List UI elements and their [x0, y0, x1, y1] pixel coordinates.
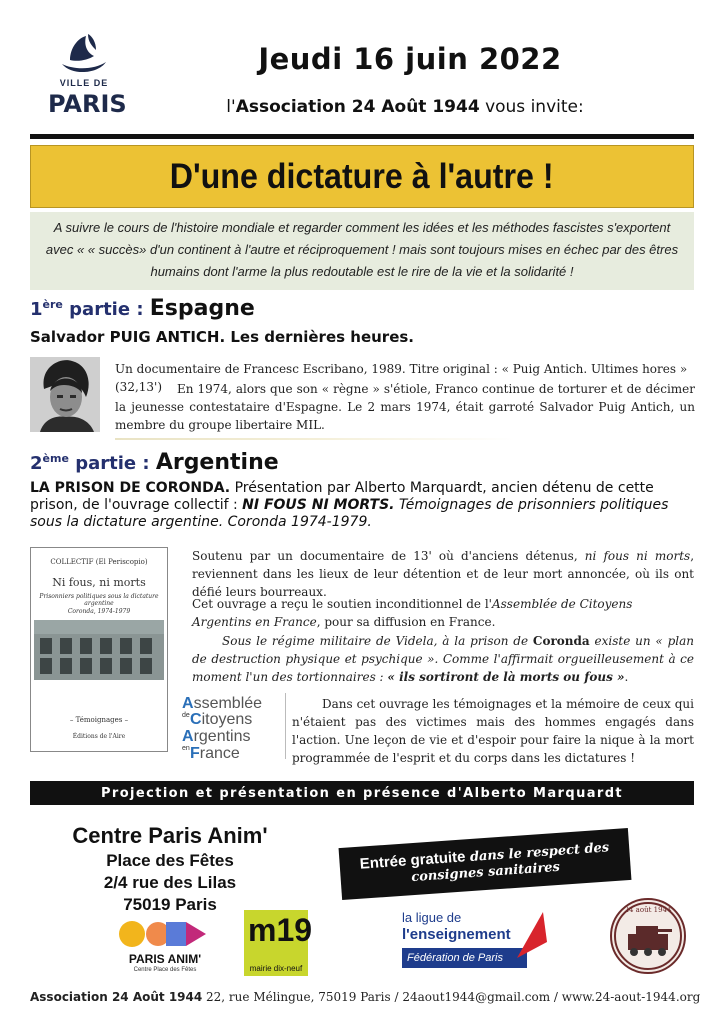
part2-paragraph-2: Cet ouvrage a reçu le soutien inconditionnel de l'Assemblée de Citoyens Argentins en France, pour sa diffusion en France. — [192, 597, 633, 629]
venue-line-3: 75019 Paris — [123, 895, 217, 914]
paris-anim-shapes-icon — [110, 918, 220, 950]
mairie-19-logo — [244, 910, 313, 976]
invite-line — [185, 97, 625, 117]
part2-vertical-divider — [285, 693, 286, 759]
m19-subtext: mairie dix-neuf — [249, 964, 303, 973]
book-title: Ni fous, ni morts — [52, 576, 146, 589]
book-genre: – Témoignages – — [69, 716, 129, 724]
puig-antich-portrait — [30, 357, 100, 432]
footer-association: Association 24 Août 1944 — [30, 990, 203, 1004]
part1-subtitle: Salvador PUIG ANTICH. Les dernières heures. — [30, 328, 415, 346]
free-entry-badge — [339, 828, 632, 900]
invite-prefix: l' — [226, 97, 236, 117]
venue-line-1: Place des Fêtes — [106, 851, 234, 870]
book-cover — [30, 547, 168, 752]
entree-bold: Entrée gratuite — [359, 847, 466, 873]
association-24-aout-badge — [610, 898, 686, 974]
ligue-text-1: la ligue de — [402, 910, 462, 925]
part2-paragraph-4: Dans cet ouvrage les témoignages et la mémoire de ceux qui n'étaient pas des victimes mais des hommes engagés dans l'action. Une leçon de vie et d'espoir pour faire la nique à la mort programmée de l'esprit et du corps dans les dictatures ! — [292, 697, 694, 765]
part2-paragraph-1: Soutenu par un documentaire de 13' où d'anciens détenus, ni fous ni morts, reviennent dans les lieux de leur détention et de leur mort annoncée, où ils ont défié leurs bourreaux. — [192, 549, 695, 599]
ligue-text-3: Fédération de Paris — [402, 948, 527, 968]
part1-label: 1ère partie : — [30, 298, 150, 320]
invite-association: Association 24 Août 1944 — [235, 97, 480, 117]
projection-bar: Projection et présentation en présence d'Alberto Marquardt — [30, 781, 694, 805]
red-arrow-icon — [513, 908, 553, 968]
part1-heading — [30, 296, 255, 321]
part2-name: Argentine — [155, 450, 279, 475]
footer — [30, 990, 700, 1004]
footer-contact: 22, rue Mélingue, 75019 Paris / 24aout1944@gmail.com / www.24-aout-1944.org — [202, 990, 701, 1004]
main-title: D'une dictature à l'autre ! — [170, 156, 554, 196]
entree-italic-1: dans le respect des — [464, 839, 610, 865]
venue-block — [55, 822, 285, 916]
book-editor: COLLECTIF (El Periscopio) — [50, 558, 148, 566]
event-date: Jeudi 16 juin 2022 — [258, 42, 562, 76]
part1-body: En 1974, alors que son « règne » s'étiole, Franco continue de torturer et de décimer la jeunesse contestataire d'Espagne. Le 2 mars 1974, était garroté Salvador Puig Antich, un membre du groupe libertaire MIL. — [115, 382, 695, 432]
part1-documentary-info: Un documentaire de Francesc Escribano, 1989. Titre original : « Puig Antich. Ultimes hores » (32,13') — [115, 362, 688, 394]
part2-description: LA PRISON DE CORONDA. Présentation par Alberto Marquardt, ancien détenu de cette prison, de l'ouvrage collectif : NI FOUS NI MORTS. Témoignages de prisonniers politiques sous la dictature argentine. Coronda 1974-1979. — [30, 480, 669, 530]
logo-paris-text: PARIS — [48, 90, 127, 118]
badge-text: 24 août 1944 — [624, 906, 672, 914]
paris-anim-logo — [110, 918, 220, 980]
prison-photo — [34, 620, 164, 680]
paris-anim-name: PARIS ANIM' — [128, 952, 202, 966]
part1-name: Espagne — [149, 296, 255, 321]
m19-text: m19 — [248, 912, 313, 948]
paris-anim-sub: Centre Place des Fêtes — [133, 967, 197, 973]
ligue-text-2: l'enseignement — [402, 926, 511, 943]
book-publisher: Éditions de l'Aire — [72, 733, 126, 740]
paris-logo — [48, 30, 127, 126]
title-banner — [30, 145, 694, 208]
invite-suffix: vous invite: — [479, 97, 584, 117]
entree-italic-2: consignes sanitaires — [410, 859, 561, 885]
ligue-enseignement-logo — [398, 908, 553, 976]
acaf-logo: Assemblée de Citoyens Argentins en France — [182, 695, 263, 762]
venue-line-2: 2/4 rue des Lilas — [103, 873, 237, 892]
intro-text: A suivre le cours de l'histoire mondiale et regarder comment les idées et les méthodes fascistes s'exportent avec « « succès» d'un continent à l'autre et réciproquement ! mais sont toujours mises en échec par des êtres humains dont l'arme la plus redoutable est le rire de la vie et la solidarité ! — [30, 212, 694, 290]
book-years: Coronda, 1974-1979 — [67, 608, 131, 615]
book-subtitle: Prisonniers politiques sous la dictature argentine — [39, 593, 159, 607]
part2-label: 2ème partie : — [30, 452, 156, 474]
header-divider — [30, 134, 694, 139]
venue-name: Centre Paris Anim' — [72, 823, 268, 848]
logo-ville-text: VILLE DE — [59, 78, 109, 88]
part1-divider — [115, 438, 515, 440]
part2-paragraph-3: Sous le régime militaire de Videla, à la prison de Coronda existe un « plan de destruction physique et psychique ». Comme l'affirmait orgueilleusement à ce moment l'un des tortionnaires : « ils sortiront de là morts ou fous ». — [192, 634, 695, 684]
part2-heading — [30, 450, 279, 475]
paris-boat-icon — [48, 30, 120, 78]
